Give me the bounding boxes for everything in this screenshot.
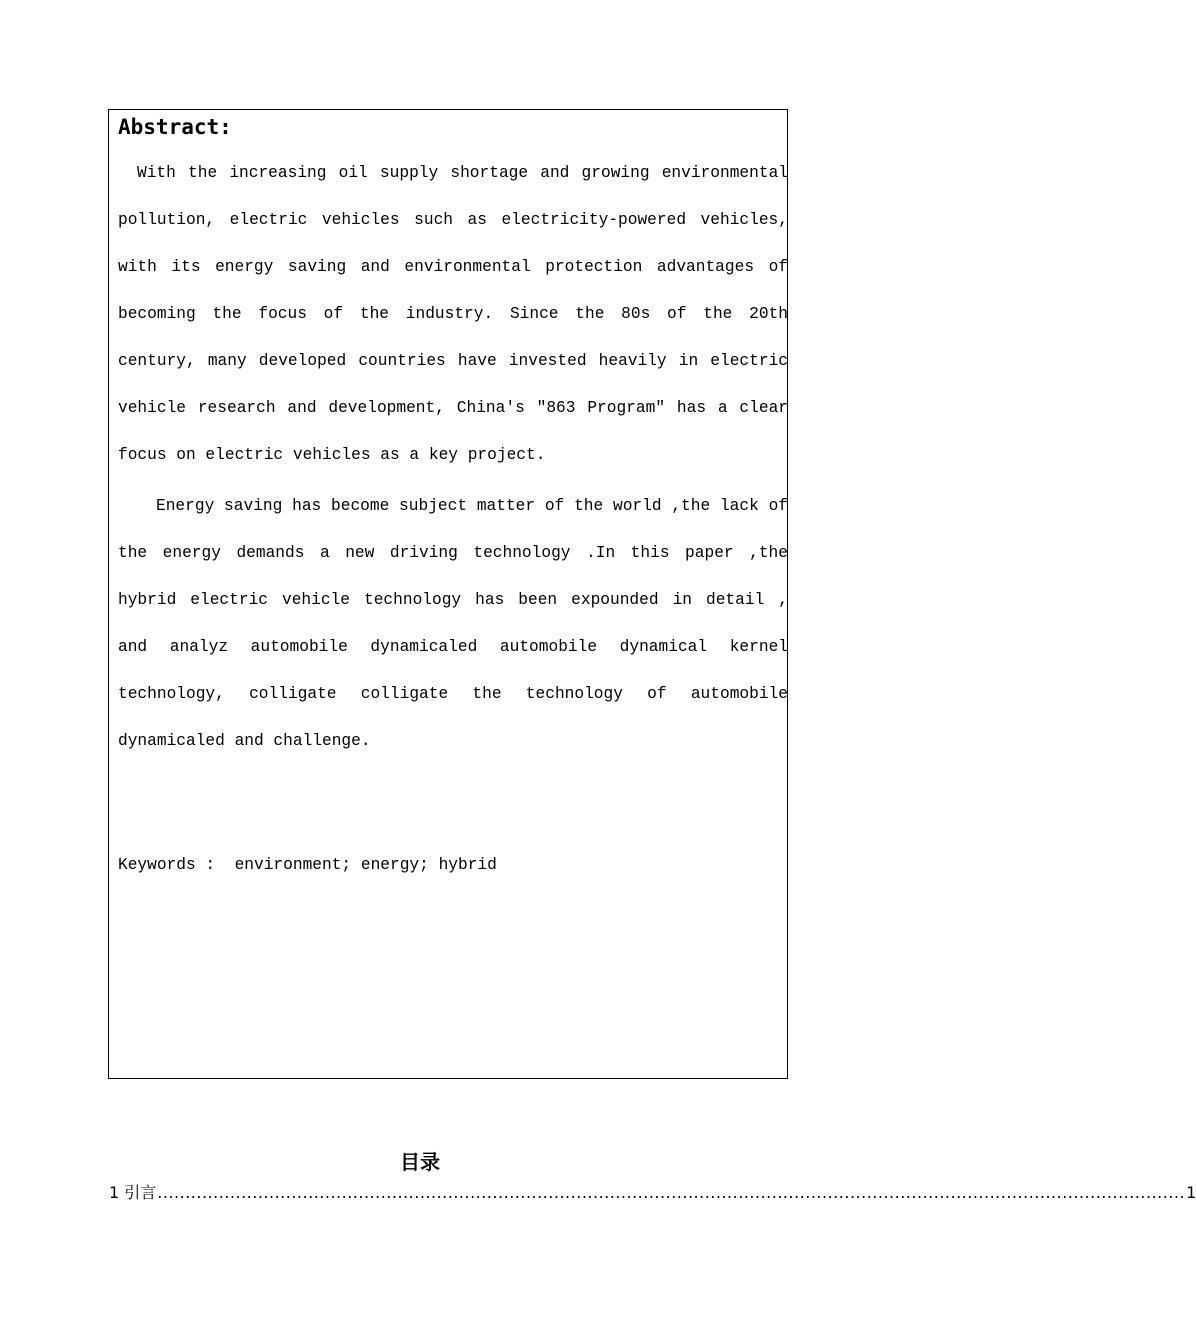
abstract-heading: Abstract: bbox=[118, 115, 232, 139]
abstract-box bbox=[108, 109, 788, 1079]
abstract-paragraph-2: Energy saving has become subject matter of the world ,the lack of the energy demands a new driving technology .In this paper ,the hybrid electric vehicle technology has been expounded in detail , and analyz automobile dynamicaled automobile dynamical kernel technology, colligate colligate the technology of automobile dynamicaled and challenge. bbox=[118, 497, 788, 750]
toc-title: 目录 bbox=[400, 1150, 440, 1174]
toc-entry-label: 1 引言 bbox=[109, 1183, 157, 1202]
toc-dot-leader: ........................................................................................................................................................................................ bbox=[157, 1183, 1186, 1202]
toc-entry-page: 1 bbox=[1186, 1183, 1196, 1202]
abstract-paragraph-1: With the increasing oil supply shortage and growing environmental pollution, electric vehicles such as electricity-powered vehicles, with its energy saving and environmental protection advantages of becoming the focus of the industry. Since the 80s of the 20th century, many developed countries have invested heavily in electric vehicle research and development, China's "863 Program" has a clear focus on electric vehicles as a key project. bbox=[118, 164, 788, 464]
keywords: Keywords : environment; energy; hybrid bbox=[118, 856, 497, 874]
toc-entry[interactable] bbox=[109, 1180, 1196, 1203]
